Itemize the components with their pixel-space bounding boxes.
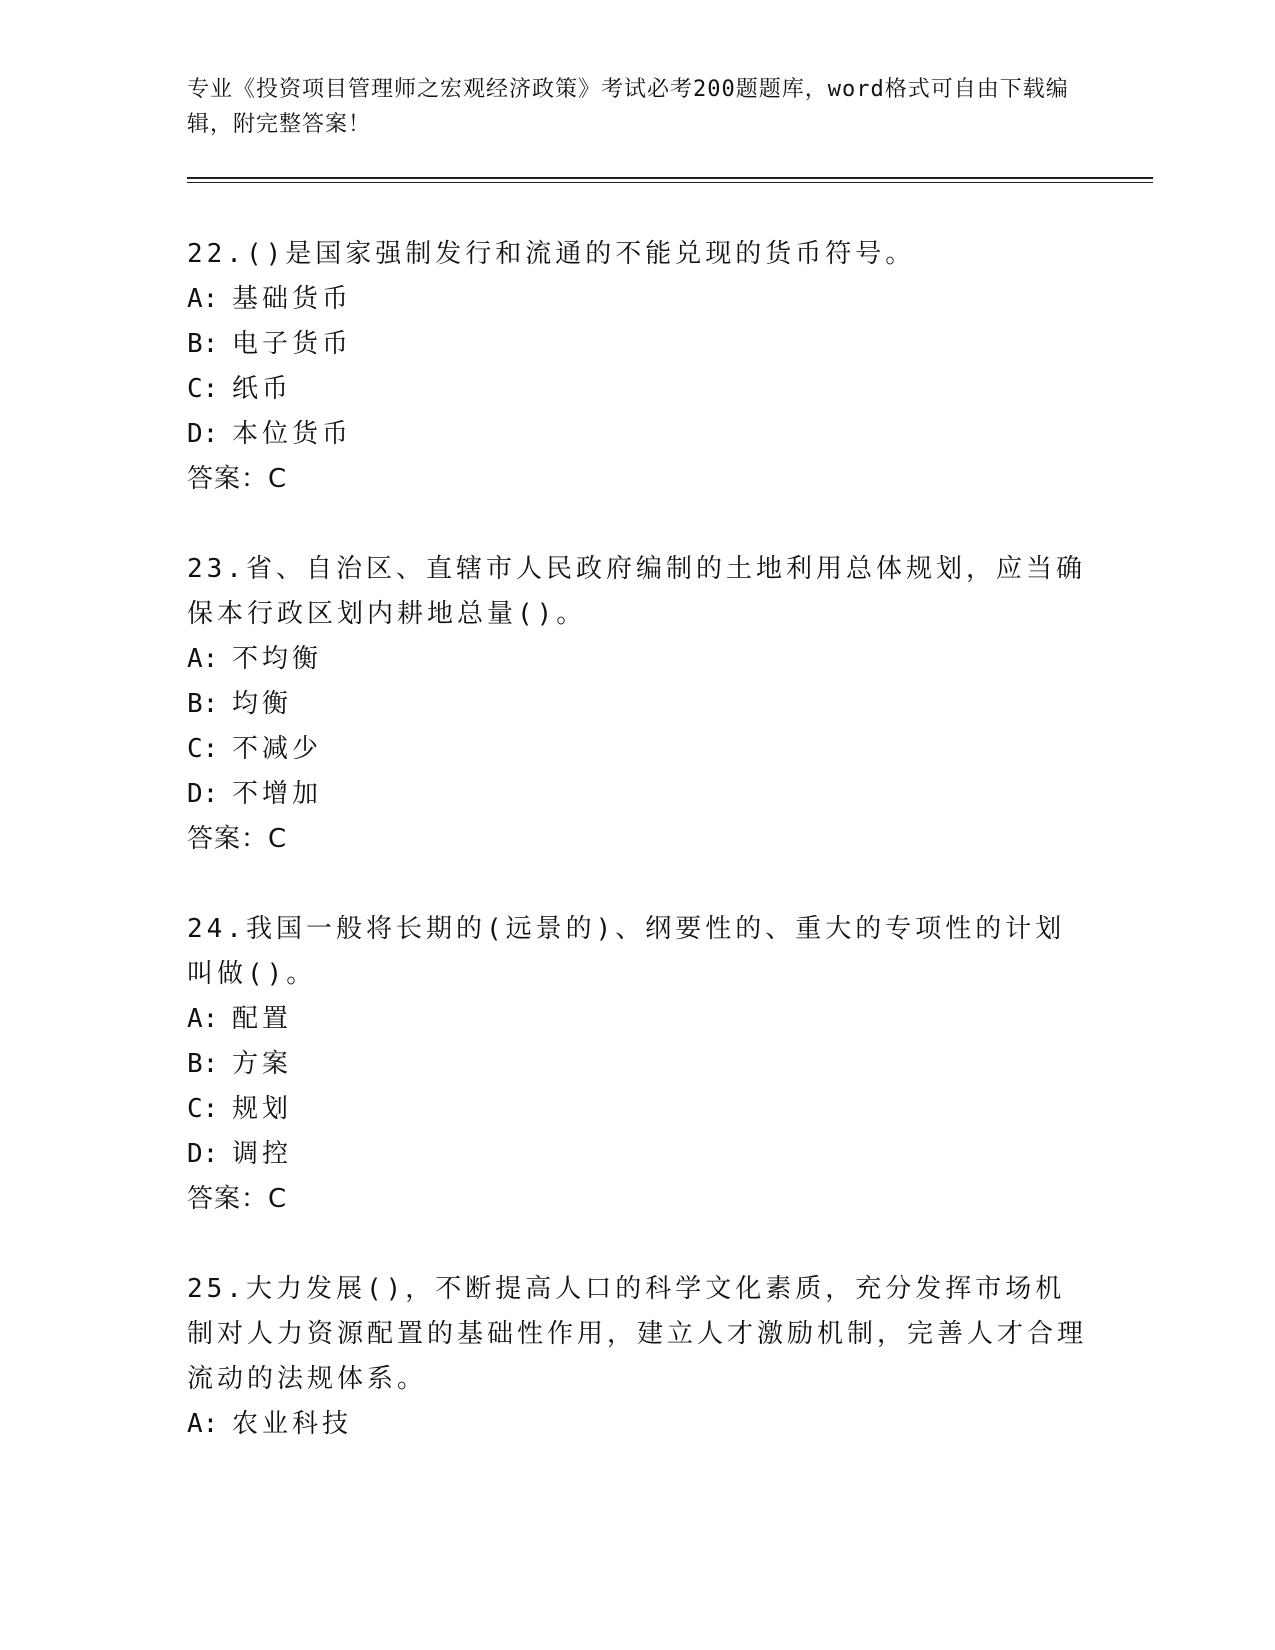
option-letter: B: xyxy=(187,329,219,359)
question-24 xyxy=(187,907,1087,1222)
header-divider-thin xyxy=(187,182,1153,183)
option-text: 规划 xyxy=(232,1094,293,1124)
question-25 xyxy=(187,1267,1087,1447)
answer-line: 答案：C xyxy=(187,464,288,494)
question-stem: 24.我国一般将长期的(远景的)、纲要性的、重大的专项性的计划叫做()。 xyxy=(187,914,1066,989)
option-text: 配置 xyxy=(232,1004,293,1034)
option-letter: A: xyxy=(187,1004,219,1034)
option-letter: C: xyxy=(187,374,219,404)
option-text: 基础货币 xyxy=(232,284,353,314)
option-c xyxy=(187,1087,1087,1132)
option-text: 农业科技 xyxy=(232,1409,353,1439)
option-text: 方案 xyxy=(232,1049,293,1079)
option-a xyxy=(187,637,1087,682)
question-stem: 23.省、自治区、直辖市人民政府编制的土地利用总体规划，应当确保本行政区划内耕地总量()。 xyxy=(187,554,1086,629)
option-b xyxy=(187,682,1087,727)
option-letter: C: xyxy=(187,1094,219,1124)
question-23 xyxy=(187,547,1087,862)
option-text: 不增加 xyxy=(232,779,323,809)
option-text: 均衡 xyxy=(232,689,293,719)
answer-line: 答案：C xyxy=(187,824,288,854)
option-letter: D: xyxy=(187,419,219,449)
option-c xyxy=(187,367,1087,412)
option-d xyxy=(187,772,1087,817)
question-stem: 25.大力发展()，不断提高人口的科学文化素质，充分发挥市场机制对人力资源配置的基础性作用，建立人才激励机制，完善人才合理流动的法规体系。 xyxy=(187,1274,1088,1394)
option-text: 纸币 xyxy=(232,374,293,404)
question-list xyxy=(187,232,1087,1492)
option-letter: B: xyxy=(187,1049,219,1079)
option-letter: B: xyxy=(187,689,219,719)
option-d xyxy=(187,412,1087,457)
option-b xyxy=(187,1042,1087,1087)
option-c xyxy=(187,727,1087,772)
option-text: 电子货币 xyxy=(232,329,353,359)
answer-line: 答案：C xyxy=(187,1184,288,1214)
option-letter: A: xyxy=(187,284,219,314)
option-text: 不减少 xyxy=(232,734,323,764)
option-a xyxy=(187,997,1087,1042)
option-a xyxy=(187,1402,1087,1447)
question-22 xyxy=(187,232,1087,502)
option-d xyxy=(187,1132,1087,1177)
question-stem: 22.()是国家强制发行和流通的不能兑现的货币符号。 xyxy=(187,239,916,269)
header-divider-thick xyxy=(187,177,1153,179)
option-text: 本位货币 xyxy=(232,419,353,449)
option-a xyxy=(187,277,1087,322)
option-letter: A: xyxy=(187,1409,219,1439)
option-letter: D: xyxy=(187,1139,219,1169)
document-header-title: 专业《投资项目管理师之宏观经济政策》考试必考200题题库，word格式可自由下载编辑，附完整答案！ xyxy=(187,77,1069,137)
option-letter: A: xyxy=(187,644,219,674)
option-letter: C: xyxy=(187,734,219,764)
option-letter: D: xyxy=(187,779,219,809)
option-text: 不均衡 xyxy=(232,644,323,674)
option-text: 调控 xyxy=(232,1139,293,1169)
option-b xyxy=(187,322,1087,367)
